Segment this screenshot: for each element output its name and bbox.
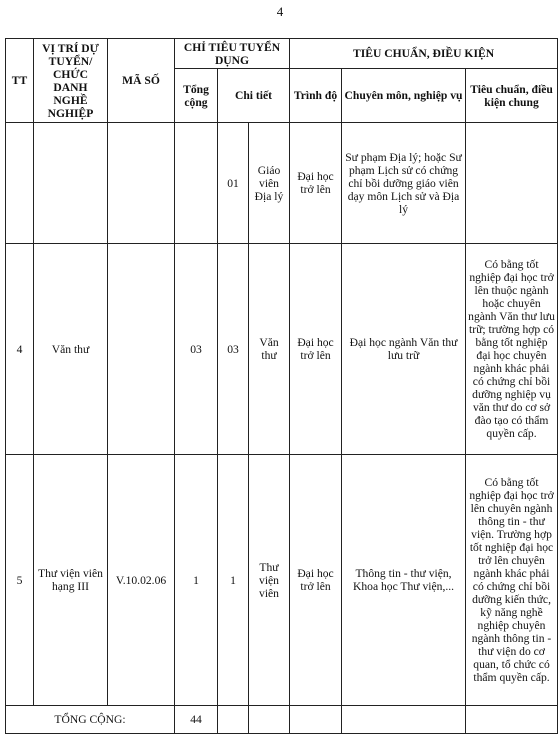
cell-tt: 4	[6, 244, 34, 455]
cell-detail-count: 03	[218, 244, 249, 455]
total-row	[6, 706, 558, 734]
header-detail: Chi tiết	[218, 69, 290, 123]
cell-code: V.10.02.06	[108, 455, 175, 706]
table-row	[6, 244, 558, 455]
header-level: Trình độ	[290, 69, 342, 123]
header-tt: TT	[6, 39, 34, 123]
cell-empty	[249, 706, 290, 734]
cell-detail-name: Thư viện viên	[249, 455, 290, 706]
cell-total: 03	[175, 244, 218, 455]
cell-general: Có bằng tốt nghiệp đại học trở lên thuộc ngành hoặc chuyên ngành Văn thư lưu trữ; trường hợp có bằng tốt nghiệp đại học chuyên ngành khác phải có chứng chỉ bồi dưỡng nghiệp vụ văn thư do cơ sở đào tạo có thẩm quyền cấp.	[466, 244, 558, 455]
cell-empty	[342, 706, 466, 734]
total-label: TỔNG CỘNG:	[6, 706, 175, 734]
table-row	[6, 455, 558, 706]
cell-level: Đại học trở lên	[290, 123, 342, 244]
header-quota: CHỈ TIÊU TUYỂN DỤNG	[175, 39, 290, 69]
cell-tt: 5	[6, 455, 34, 706]
recruitment-table	[5, 38, 558, 734]
header-general: Tiêu chuẩn, điều kiện chung	[466, 69, 558, 123]
cell-detail-count: 1	[218, 455, 249, 706]
page-number: 4	[276, 4, 284, 19]
total-value: 44	[175, 706, 218, 734]
header-position: VỊ TRÍ DỰ TUYỂN/ CHỨC DANH NGHỀ NGHIỆP	[34, 39, 108, 123]
cell-total: 1	[175, 455, 218, 706]
header-row-1	[6, 39, 558, 69]
cell-total	[175, 123, 218, 244]
cell-position: Văn thư	[34, 244, 108, 455]
cell-general: Có bằng tốt nghiệp đại học trở lên chuyên ngành thông tin - thư viện. Trường hợp tốt nghiệp đại học trở lên chuyên ngành khác phải có chứng chỉ bồi dưỡng kiến thức, kỹ năng nghề nghiệp chuyên ngành thông tin - thư viện do cơ quan, tổ chức có thẩm quyền cấp.	[466, 455, 558, 706]
cell-position	[34, 123, 108, 244]
cell-tt	[6, 123, 34, 244]
cell-code	[108, 123, 175, 244]
cell-position: Thư viện viên hạng III	[34, 455, 108, 706]
cell-detail-name: Văn thư	[249, 244, 290, 455]
cell-empty	[466, 706, 558, 734]
table-row	[6, 123, 558, 244]
cell-specialty: Sư phạm Địa lý; hoặc Sư phạm Lịch sử có chứng chỉ bồi dưỡng giáo viên dạy môn Lịch sử và Địa lý	[342, 123, 466, 244]
header-total: Tổng cộng	[175, 69, 218, 123]
cell-empty	[218, 706, 249, 734]
cell-code	[108, 244, 175, 455]
header-specialty: Chuyên môn, nghiệp vụ	[342, 69, 466, 123]
cell-detail-name: Giáo viên Địa lý	[249, 123, 290, 244]
header-criteria: TIÊU CHUẨN, ĐIỀU KIỆN	[290, 39, 558, 69]
cell-specialty: Thông tin - thư viện, Khoa học Thư viện,...	[342, 455, 466, 706]
cell-level: Đại học trở lên	[290, 455, 342, 706]
cell-level: Đại học trở lên	[290, 244, 342, 455]
cell-empty	[290, 706, 342, 734]
cell-general	[466, 123, 558, 244]
cell-detail-count: 01	[218, 123, 249, 244]
header-code: MÃ SỐ	[108, 39, 175, 123]
cell-specialty: Đại học ngành Văn thư lưu trữ	[342, 244, 466, 455]
